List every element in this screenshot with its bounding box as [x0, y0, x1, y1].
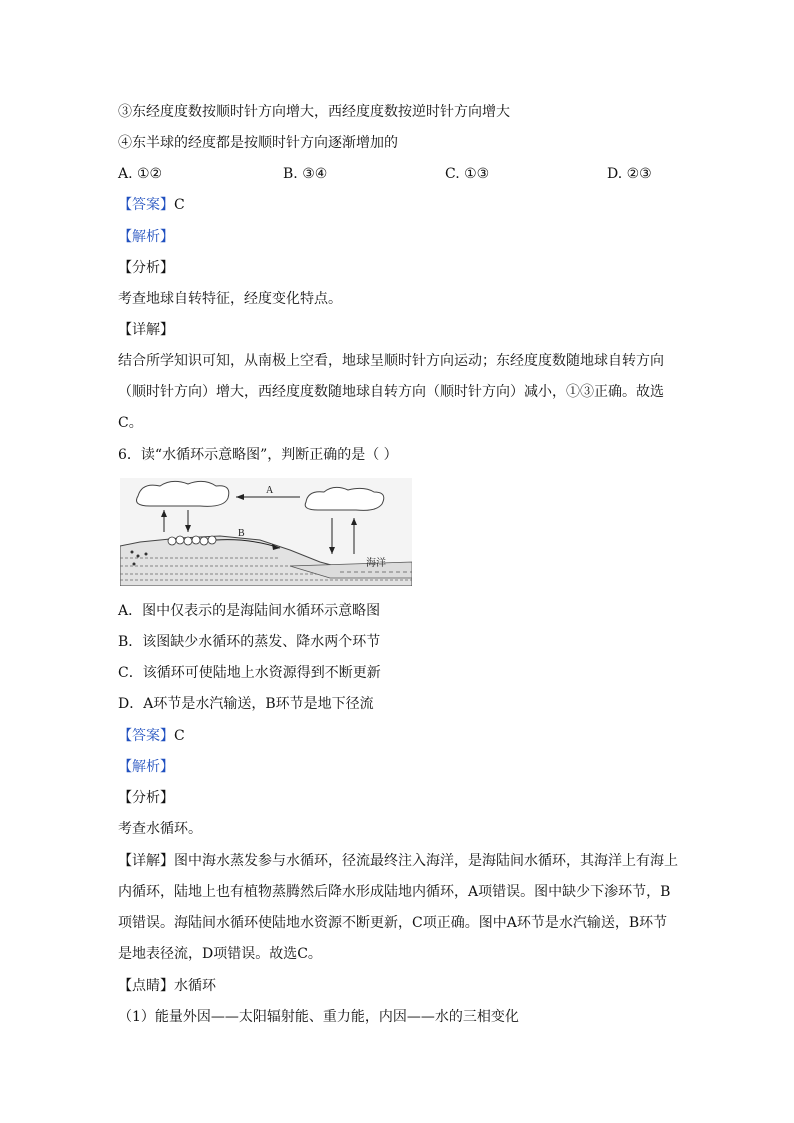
label-a: A [266, 485, 274, 496]
q6-answer [118, 726, 185, 746]
q6-point-1: （1）能量外因——太阳辐射能、重力能，内因——水的三相变化 [118, 1009, 519, 1025]
q5-detail-tag: 【详解】 [118, 322, 174, 338]
dianjing-text: 水循环 [174, 978, 216, 994]
q6-option-c: C．该循环可使陆地上水资源得到不断更新 [118, 665, 381, 681]
q6-option-a: A．图中仅表示的是海陆间水循环示意略图 [118, 603, 381, 619]
detail-tag: 【详解】 [118, 853, 174, 869]
statement-3: ③东经度度数按顺时针方向增大，西经度度数按逆时针方向增大 [118, 104, 510, 120]
q5-option-a: A. ①② [118, 166, 163, 182]
answer-value: C [174, 197, 185, 213]
q6-fenxi-text: 考查水循环。 [118, 821, 202, 837]
q6-detail-line-3: 项错误。海陆间水循环使陆地水资源不断更新，C项正确。图中A环节是水汽输送，B环节 [118, 915, 668, 931]
q6-analysis-tag: 【解析】 [118, 759, 174, 775]
answer-value: C [174, 728, 185, 744]
answer-tag: 【答案】 [118, 728, 174, 744]
q5-detail-line-1: 结合所学知识可知，从南极上空看，地球呈顺时针方向运动；东经度度数随地球自转方向 [118, 353, 664, 369]
q6-dianjing [118, 976, 216, 996]
label-b: B [238, 528, 245, 539]
q5-option-b: B. ③④ [283, 166, 328, 182]
q5-option-d: D. ②③ [607, 166, 652, 182]
q5-detail-line-2: （顺时针方向）增大，西经度度数随地球自转方向（顺时针方向）减小，①③正确。故选 [118, 384, 664, 400]
q6-detail-line-1 [118, 851, 678, 871]
dianjing-tag: 【点睛】 [118, 978, 174, 994]
q5-detail-line-3: C。 [118, 415, 143, 431]
detail-text: 图中海水蒸发参与水循环，径流最终注入海洋，是海陆间水循环，其海洋上有海上 [174, 853, 678, 869]
q5-fenxi-tag: 【分析】 [118, 260, 174, 276]
q6-stem: 6．读“水循环示意略图”，判断正确的是（ ） [118, 447, 398, 463]
q6-option-d: D．A环节是水汽输送，B环节是地下径流 [118, 696, 374, 712]
q5-option-c: C. ①③ [445, 166, 490, 182]
answer-tag: 【答案】 [118, 197, 174, 213]
q6-detail-line-4: 是地表径流，D项错误。故选C。 [118, 946, 322, 962]
q6-option-b: B．该图缺少水循环的蒸发、降水两个环节 [118, 634, 381, 650]
q6-detail-line-2: 内循环，陆地上也有植物蒸腾然后降水形成陆地内循环，A项错误。图中缺少下渗环节，B [118, 884, 671, 900]
q6-fenxi-tag: 【分析】 [118, 790, 174, 806]
q5-fenxi-text: 考查地球自转特征，经度变化特点。 [118, 291, 342, 307]
statement-4: ④东半球的经度都是按顺时针方向逐渐增加的 [118, 135, 398, 151]
q5-answer [118, 195, 185, 215]
q5-analysis-tag: 【解析】 [118, 229, 174, 245]
water-cycle-diagram [120, 478, 412, 586]
water-cycle-figure [120, 478, 412, 586]
label-ocean: 海洋 [366, 558, 386, 569]
